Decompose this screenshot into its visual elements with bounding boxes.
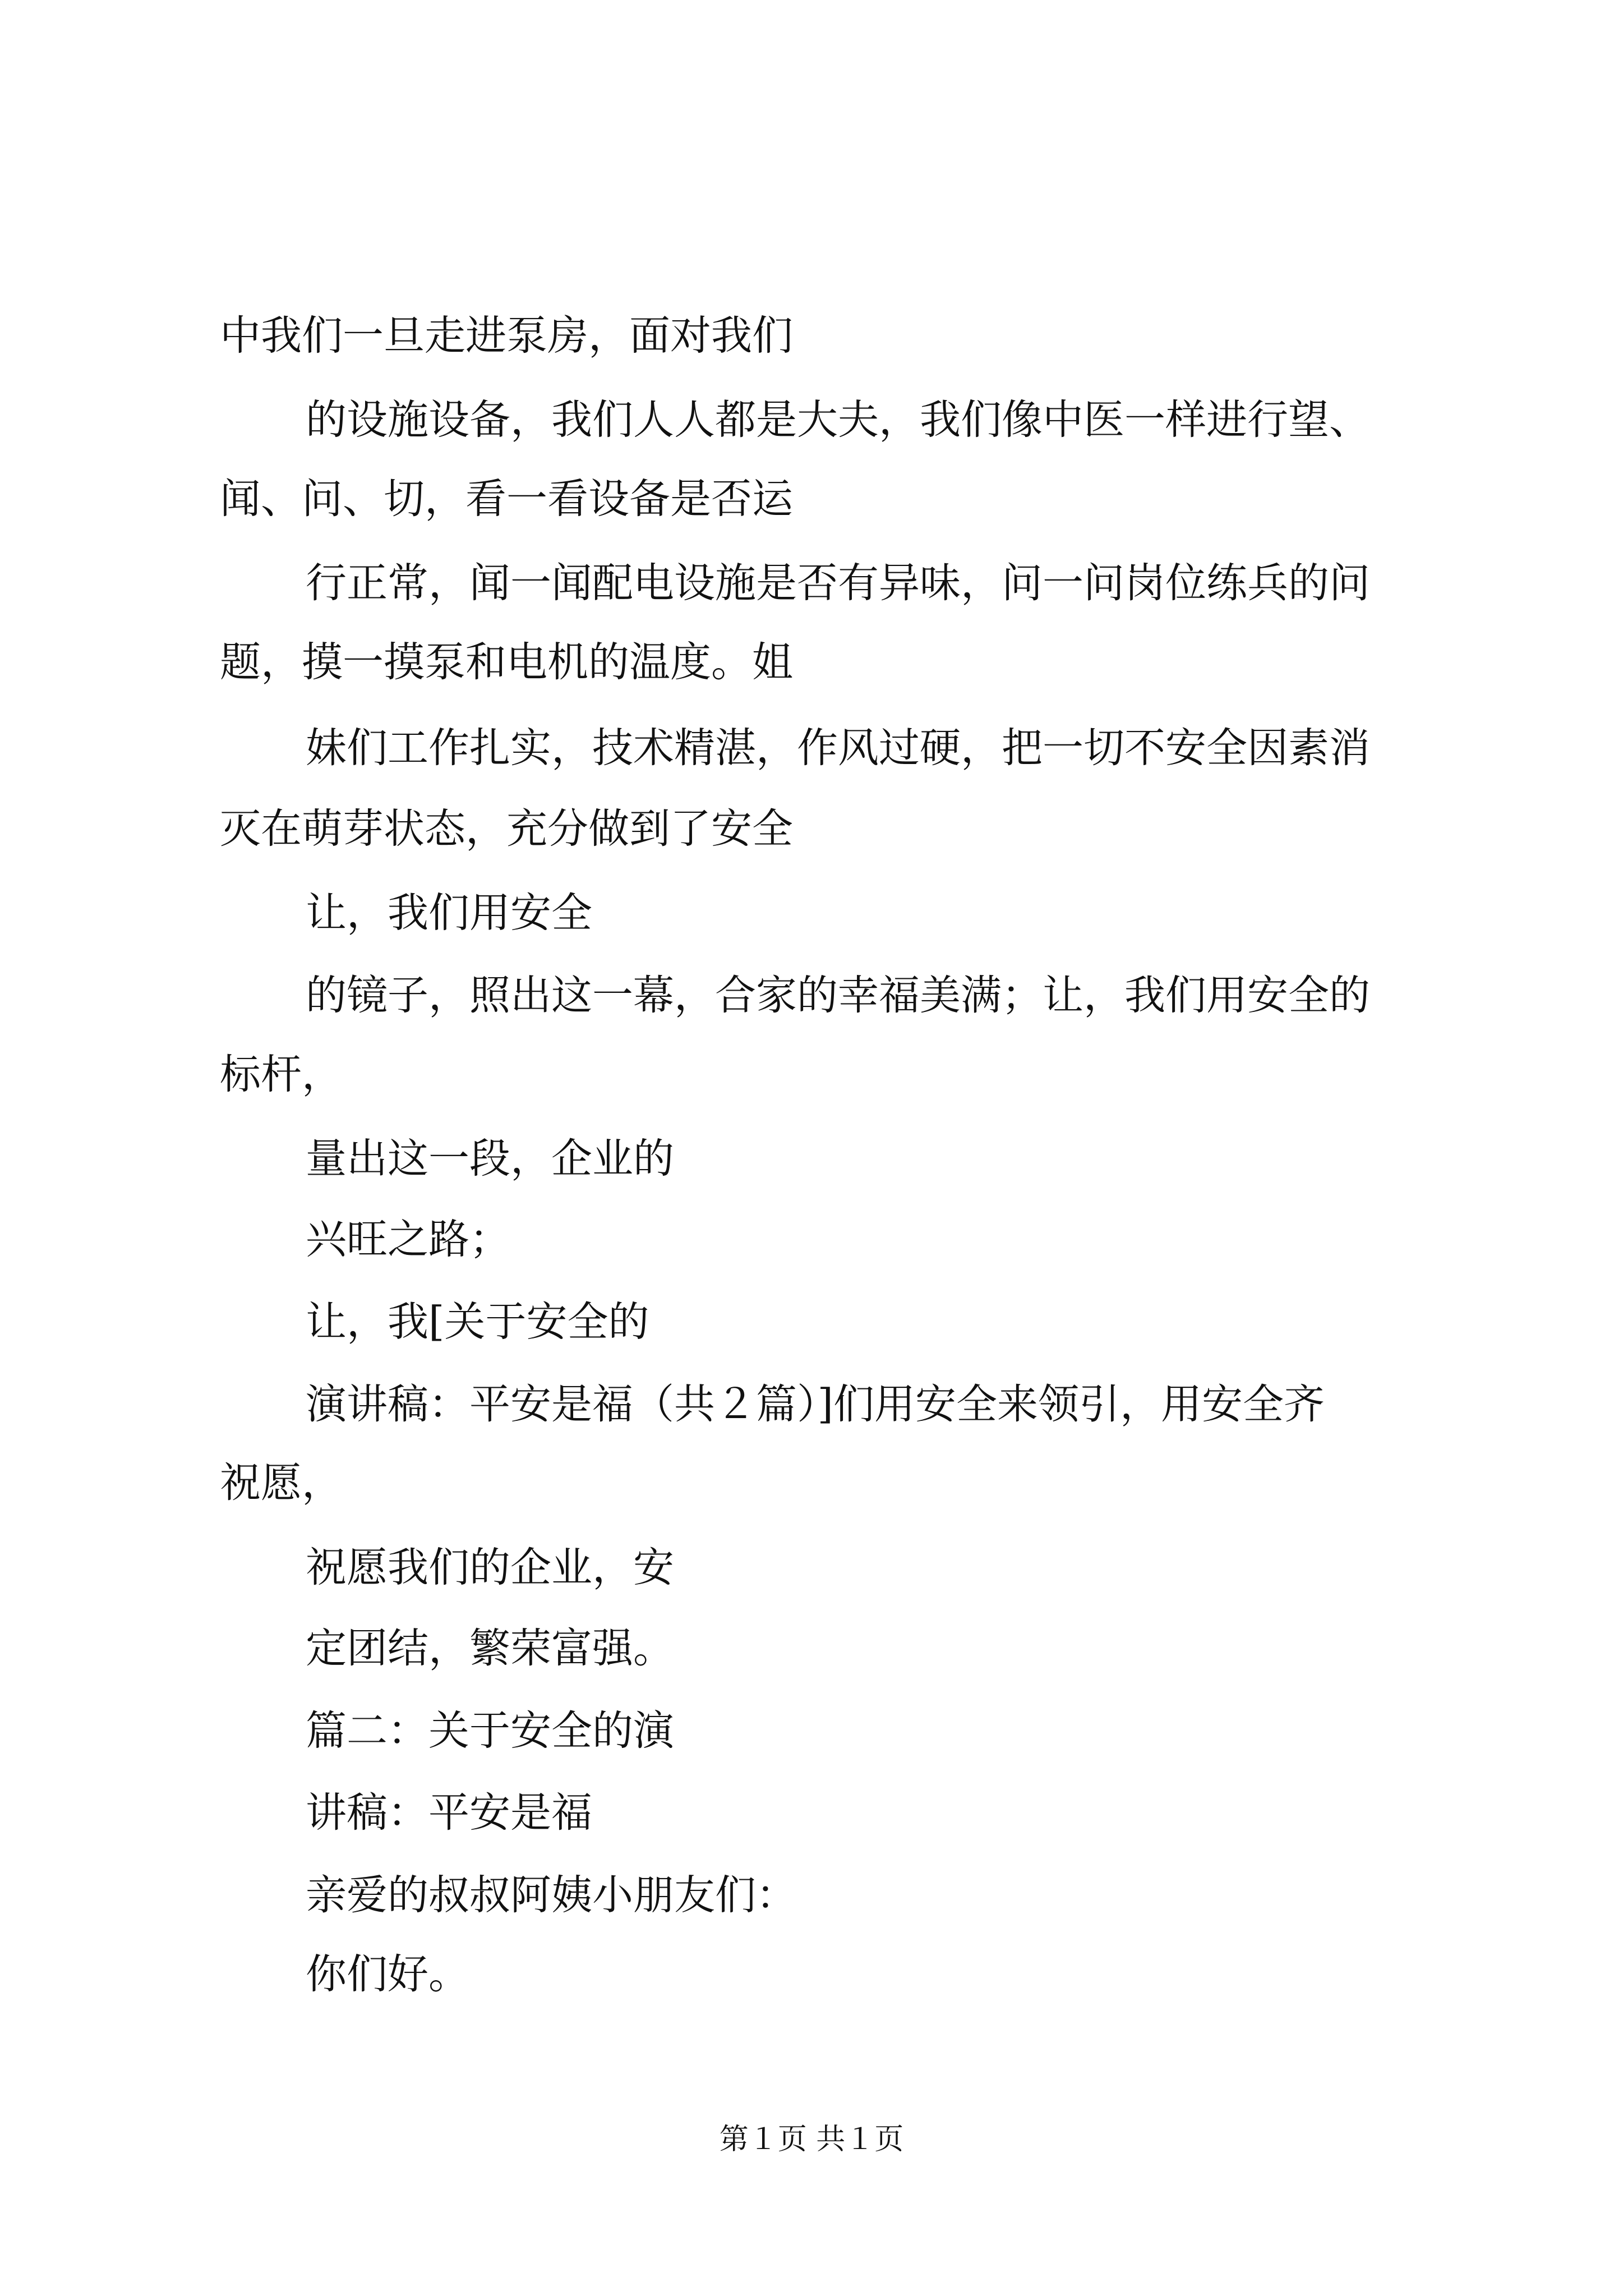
text-line: 祝愿我们的企业，安: [306, 1544, 674, 1591]
text-line: 让，我[关于安全的: [306, 1298, 649, 1346]
text-line: 妹们工作扎实，技术精湛，作风过硬，把一切不安全因素消: [306, 724, 1370, 772]
text-line: 兴旺之路；: [306, 1216, 510, 1263]
text-line: 标杆，: [220, 1051, 343, 1098]
text-line: 题，摸一摸泵和电机的温度。姐: [220, 638, 793, 686]
text-line: 量出这一段，企业的: [306, 1135, 674, 1182]
text-line: 你们好。: [306, 1950, 469, 1998]
page-footer: 第１页 共１页: [719, 2123, 904, 2156]
text-line: 的设施设备，我们人人都是大夫，我们像中医一样进行望、: [306, 396, 1370, 444]
text-line: 定团结，繁荣富强。: [306, 1625, 674, 1672]
text-line: 灭在萌芽状态，充分做到了安全: [220, 805, 793, 853]
text-line: 的镜子，照出这一幕，合家的幸福美满；让，我们用安全的: [306, 972, 1370, 1019]
text-line: 让，我们用安全: [306, 889, 592, 937]
text-line: 讲稿：平安是福: [306, 1789, 592, 1837]
text-line: 演讲稿：平安是福（共２篇）]们用安全来领引，用安全齐: [306, 1381, 1325, 1428]
text-line: 中我们一旦走进泵房，面对我们: [220, 312, 793, 360]
text-line: 闻、问、切，看一看设备是否运: [220, 475, 793, 523]
text-line: 行正常，闻一闻配电设施是否有异味，问一问岗位练兵的问: [306, 559, 1370, 607]
text-line: 篇二：关于安全的演: [306, 1707, 674, 1755]
text-line: 亲爱的叔叔阿姨小朋友们：: [306, 1871, 797, 1919]
text-line: 祝愿，: [220, 1459, 343, 1507]
